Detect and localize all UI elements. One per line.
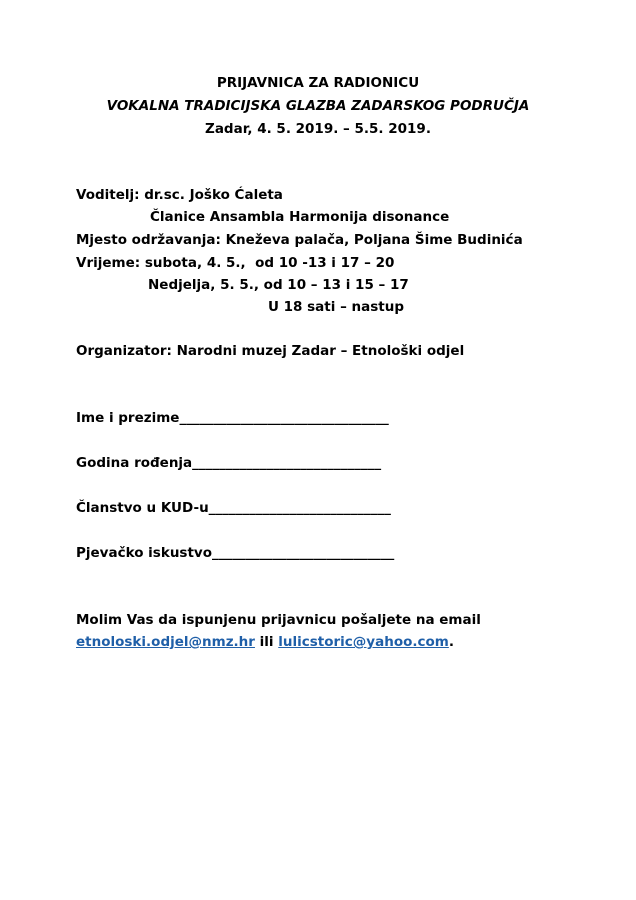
time-line-1: Vrijeme: subota, 4. 5., od 10 -13 i 17 – 20 — [76, 255, 395, 271]
email-link-1[interactable]: etnoloski.odjel@nmz.hr — [76, 634, 255, 650]
document-title: PRIJAVNICA ZA RADIONICU — [216, 75, 420, 91]
event-dates: Zadar, 4. 5. 2019. – 5.5. 2019. — [205, 121, 431, 137]
singing-experience-field[interactable]: Pjevačko iskustvo___________________________ — [76, 545, 395, 561]
name-field[interactable]: Ime i prezime_______________________________ — [76, 410, 389, 426]
time-line-3: U 18 sati – nastup — [268, 299, 405, 315]
time-line-2: Nedjelja, 5. 5., od 10 – 13 i 15 – 17 — [148, 277, 409, 293]
leader-line-2: Članice Ansambla Harmonija disonance — [150, 209, 450, 225]
venue-line: Mjesto održavanja: Kneževa palača, Poljana Šime Budinića — [76, 232, 523, 248]
email-separator: ili — [254, 634, 279, 650]
leader-line: Voditelj: dr.sc. Joško Ćaleta — [76, 187, 283, 203]
membership-field[interactable]: Članstvo u KUD-u___________________________ — [76, 500, 391, 516]
document-subtitle: VOKALNA TRADICIJSKA GLAZBA ZADARSKOG PODRUČJA — [106, 98, 530, 114]
birth-year-field[interactable]: Godina rođenja____________________________ — [76, 455, 382, 471]
email-line — [76, 633, 454, 651]
email-end-punct: . — [448, 634, 454, 650]
organizer-line: Organizator: Narodni muzej Zadar – Etnološki odjel — [76, 343, 465, 359]
email-link-2[interactable]: lulicstoric@yahoo.com — [278, 634, 449, 650]
request-text: Molim Vas da ispunjenu prijavnicu pošaljete na email — [76, 612, 481, 628]
